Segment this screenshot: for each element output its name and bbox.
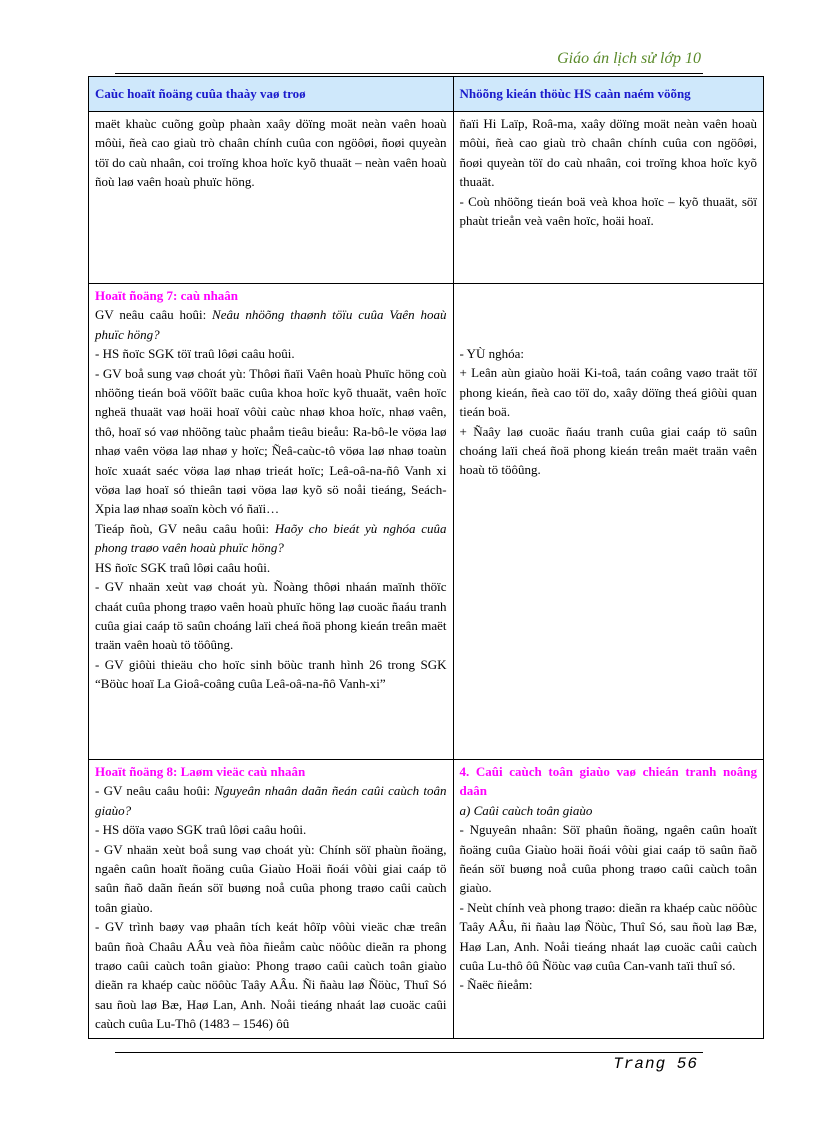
row2-line-1: - HS ñoïc SGK töï traû lôøi caâu hoûi. bbox=[95, 346, 295, 362]
table-row bbox=[89, 112, 764, 284]
row3-line-1: - HS döïa vaøo SGK traû lôøi caâu hoûi. bbox=[95, 822, 307, 838]
row2-q2-text: Haõy cho bieát yù nghóa cuûa phong traøo vaên hoaù phuïc höng? bbox=[95, 520, 447, 556]
row2-q1-prefix: GV neâu caâu hoûi: bbox=[95, 307, 213, 323]
row3-right-cell bbox=[453, 760, 763, 1039]
row3-right-2: - Neùt chính veà phong traøo: dieãn ra khaép caùc nöôùc Taây AÂu, ñi ñaàu laø Ñöùc, Thuî Só, sau ñoù laø Bæ, Haø Lan, Anh. Noåi tieáng nhaát laø cuoäc caûi caùch cuûa Lu-thô ôû Ñöùc vaø cuûa Can-vanh taïi thuî só. bbox=[459, 899, 757, 974]
row2-right-2: + Leân aùn giaùo hoäi Ki-toâ, taán coâng vaøo traät töï phong kieán, ñeà cao töï do, xaây döïng theá giôùi quan tieán boä. bbox=[459, 365, 757, 420]
row2-line-4: - GV nhaän xeùt vaø choát yù. Ñoàng thôøi nhaán maïnh thöïc chaát cuûa phong traøo vaên hoaù phuïc höng laø cuoäc ñaáu tranh cuûa giai caáp tö saûn choáng laïi cheá ñoä phong kieán treân maët traän vaên hoaù tö töôûng. bbox=[95, 579, 447, 653]
activity-7-heading: Hoaït ñoäng 7: caù nhaân bbox=[95, 288, 239, 303]
table-row bbox=[89, 284, 764, 760]
row2-right-1: - YÙ nghóa: bbox=[459, 346, 525, 361]
row3-right-3: - Ñaëc ñieåm: bbox=[459, 977, 533, 993]
row1-right-cell bbox=[453, 112, 763, 284]
row2-left-cell bbox=[89, 284, 454, 760]
activity-8-heading: Hoaït ñoäng 8: Laøm vieäc caù nhaân bbox=[95, 764, 306, 779]
row2-question-2 bbox=[95, 519, 447, 558]
row2-line-2: - GV boå sung vaø choát yù: Thôøi ñaïi Vaên hoaù Phuïc höng coù nhöõng tieán boä vöôït baäc cuûa khoa hoïc kyõ thuaät, vaên hoïc ngheä thuaät vaø hoäi hoaï vôùi caùc nhaø khoa hoïc, nhaø vaên, thô, hoaï só vaø nhöõng taùc phaåm tieâu bieåu: Ra-bô-le vöøa laø nhaø vaên vöøa laø nhaø y hoïc; Ñeâ-caùc-tô vöøa laø nhaø toaùn hoïc xuaát saéc vöøa laø nhaø trieát hoïc; Leâ-oâ-na-ñô Vanh xi vöøa laø hoaï só thieân taøi vöøa laø kyõ sö noåi tieáng, Seách-Xpia laø nhaø soaïn kòch vó ñaïi… bbox=[95, 365, 447, 517]
table-header-row bbox=[89, 77, 764, 112]
section-4a-subheading: a) Caûi caùch toân giaùo bbox=[459, 802, 593, 818]
row3-question-1 bbox=[95, 781, 447, 820]
row3-line-2: - GV nhaän xeùt boå sung vaø choát yù: Chính söï phaùn ñoäng, ngaên caûn hoaït ñoäng cuûa Giaùo Hoäi ñoái vôùi giai caáp tö saûn ñaõ daãn ñeán söï buøng noå cuûa phong traøo caûi caùch toân giaùo. bbox=[95, 841, 447, 915]
row3-right-1: - Nguyeân nhaân: Söï phaûn ñoäng, ngaên caûn hoaït ñoäng cuûa Giaùo hoäi ñoái vôùi giai caáp tö saûn ñaõ ñeán söï buøng noå cuûa phong traøo caûi caùch toân giaùo. bbox=[459, 822, 757, 896]
row2-question-1 bbox=[95, 305, 447, 344]
row1-left-cell bbox=[89, 112, 454, 284]
header-rule bbox=[115, 73, 703, 74]
row2-q2-prefix: Tieáp ñoù, GV neâu caâu hoûi: bbox=[95, 520, 275, 536]
row2-line-3: HS ñoïc SGK traû lôøi caâu hoûi. bbox=[95, 559, 271, 575]
row3-left-cell bbox=[89, 760, 454, 1039]
page-number: Trang 56 bbox=[613, 1055, 698, 1073]
header-title: Giáo án lịch sử lớp 10 bbox=[557, 50, 701, 67]
col-header-knowledge: Nhöõng kieán thöùc HS caàn naém vöõng bbox=[453, 77, 763, 112]
section-4-heading: 4. Caûi caùch toân giaùo vaø chieán tranh noâng daân bbox=[459, 764, 757, 799]
footer-rule bbox=[115, 1052, 703, 1053]
row1-right-text-1: ñaïi Hi Laïp, Roâ-ma, xaây döïng moät neàn vaên hoaù môùi, ñeà cao giaù trò chaân chính cuûa con ngöôøi, ñoøi quyeàn töï do caù nhaân, coi troïng khoa hoïc kyõ thuaät. bbox=[459, 116, 757, 190]
col-header-teacher-student: Caùc hoaït ñoäng cuûa thaày vaø troø bbox=[89, 77, 454, 112]
table-row bbox=[89, 760, 764, 1039]
row3-q1-text: Nguyeân nhaân daãn ñeán caûi caùch toân giaùo? bbox=[95, 783, 447, 818]
row1-left-text: maët khaùc cuõng goùp phaàn xaây döïng moät neàn vaên hoaù môùi, ñeà cao giaù trò chaân chính cuûa con ngöôøi, ñoøi quyeàn töï do caù nhaân, coi troïng khoa hoïc kyõ thuaät – neàn vaên hoaù ñoù laø vaên hoaù phuïc höng. bbox=[95, 116, 447, 190]
row2-line-5: - GV giôùi thieäu cho hoïc sinh böùc tranh hình 26 trong SGK “Böùc hoaï La Gioâ-coâng cuûa Leâ-oâ-na-ñô Vanh-xi” bbox=[95, 656, 447, 692]
row2-right-3: + Ñaây laø cuoäc ñaáu tranh cuûa giai caáp tö saûn choáng laïi cheá ñoä phong kieán treân maët traän vaên hoaù tö töôûng. bbox=[459, 423, 757, 478]
row3-line-3: - GV trình baøy vaø phaân tích keát hôïp vôùi vieäc chæ treân baûn ñoà Chaâu AÂu veà ñòa ñieåm caùc nöôùc dieãn ra phong traøo caûi caùch toân giaùo: Phong traøo caûi caùch toân giaùo dieãn ra khaép caùc nöôùc Taây AÂu. Ñi ñaàu laø Ñöùc, Thuî Só sau ñoù laø Bæ, Haø Lan, Anh. Noåi tieáng nhaát laø cuoäc caûi caùch cuûa Lu-Thô (1483 – 1546) ôû bbox=[95, 919, 447, 1032]
row2-q1-text: Neâu nhöõng thaønh töïu cuûa Vaên hoaù phuïc höng? bbox=[95, 307, 447, 342]
row2-right-cell bbox=[453, 284, 763, 760]
lesson-table bbox=[88, 76, 764, 1039]
row3-q1-prefix: - GV neâu caâu hoûi: bbox=[95, 783, 215, 799]
row1-right-text-2: - Coù nhöõng tieán boä veà khoa hoïc – kyõ thuaät, söï phaùt trieån veà vaên hoïc, hoäi hoaï. bbox=[459, 193, 757, 229]
